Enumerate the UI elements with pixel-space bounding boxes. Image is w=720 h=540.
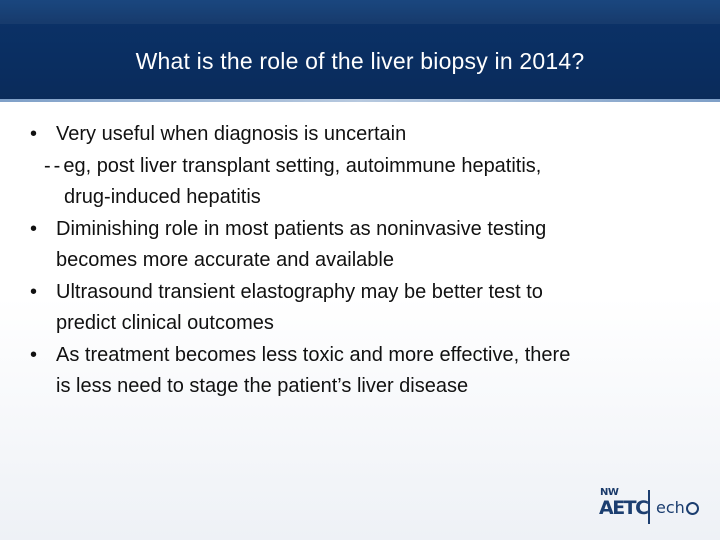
slide-title: What is the role of the liver biopsy in 2014? [135, 48, 585, 74]
slide-body [30, 119, 690, 403]
bullet-text: Ultrasound transient elastography may be better test to [56, 280, 543, 303]
sub-bullet-marker: -- [44, 154, 64, 177]
nw-aetc-echo-logo [598, 487, 708, 527]
bullet-text-continued: becomes more accurate and available [56, 249, 394, 271]
logo-echo-text: ech [656, 497, 685, 517]
logo-nw-text: NW [600, 487, 619, 498]
bullet-item [30, 277, 690, 340]
logo-aetc-text: AETC [599, 497, 648, 519]
bullet-text: Very useful when diagnosis is uncertain [56, 123, 407, 145]
bullet-text: Diminishing role in most patients as noninvasive testing [56, 217, 547, 240]
bullet-text-continued: is less need to stage the patient’s liver disease [56, 375, 469, 397]
bullet-text-continued: predict clinical outcomes [56, 312, 274, 334]
bullet-item [30, 340, 690, 403]
bullet-marker: • [30, 217, 38, 240]
echo-o-icon [686, 502, 699, 515]
bullet-marker: • [30, 123, 38, 145]
bullet-marker: • [30, 280, 38, 303]
bullet-item [30, 214, 690, 277]
header-divider [0, 99, 720, 102]
bullet-item [30, 119, 690, 151]
echo-logo [656, 498, 699, 517]
nw-aetc-logo [598, 487, 648, 527]
logo-divider [648, 490, 650, 524]
sub-bullet-item [30, 151, 690, 183]
sub-bullet-text: eg, post liver transplant setting, autoimmune hepatitis, [63, 154, 542, 177]
bullet-text: As treatment becomes less toxic and more effective, there [56, 343, 571, 366]
sub-bullet-text-continued: drug-induced hepatitis [64, 186, 261, 208]
bullet-marker: • [30, 343, 38, 366]
